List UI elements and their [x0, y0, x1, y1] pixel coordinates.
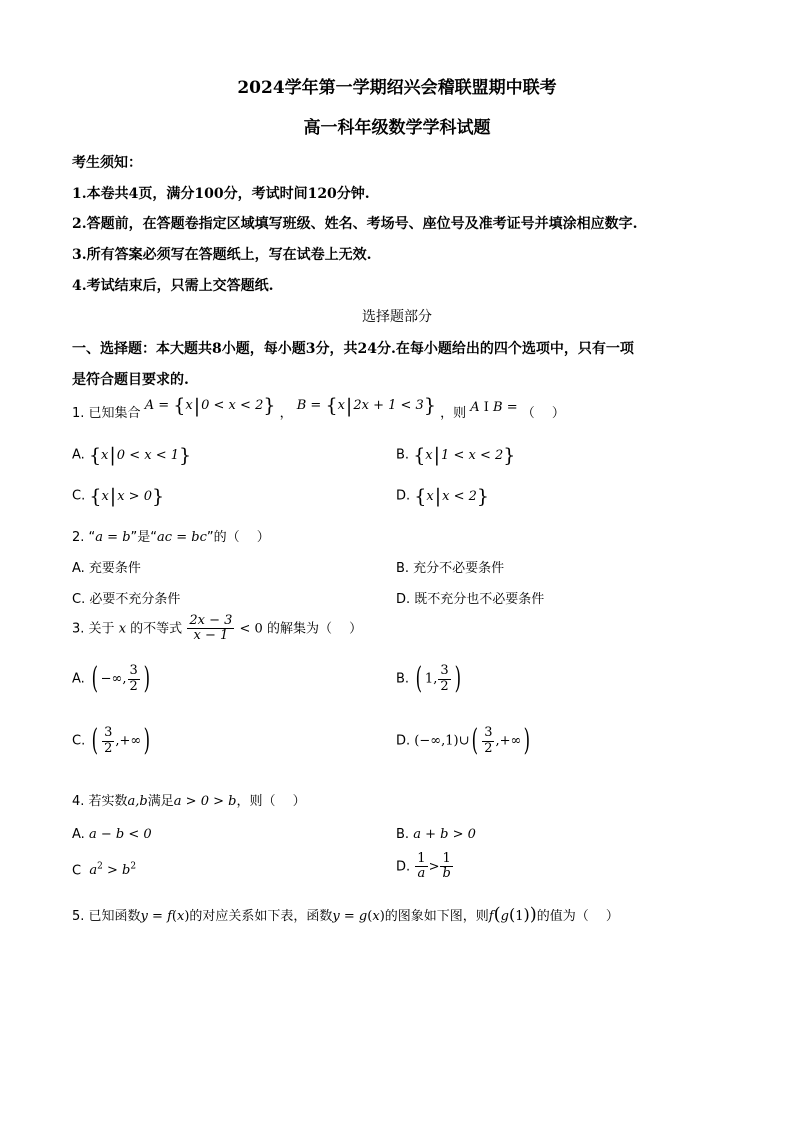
- q4-option-b: B. a + b > 0: [396, 827, 476, 842]
- q2-option-b: B. 充分不必要条件: [396, 561, 505, 576]
- option-label: B.: [396, 827, 410, 842]
- q3-option-c: C. ( $\frac{3}{2}$ ,+∞): [72, 723, 151, 758]
- question-text: ，则（ ）: [236, 794, 306, 809]
- section-intro: 一、选择题：本大题共8小题，每小题3分，共24分.在每小题给出的四个选项中，只有一项: [72, 341, 634, 357]
- q4-option-d: D. $\frac{1}{a}$ > $\frac{1}{b}$: [396, 851, 451, 882]
- q1-option-d: [396, 485, 489, 507]
- option-label: C.: [72, 488, 86, 504]
- math-set-a: A = {x|0 < x < 2}: [144, 394, 276, 417]
- notice-heading: 考生须知：: [72, 155, 142, 171]
- math-expr: a = b: [95, 530, 131, 545]
- option-label: C.: [72, 733, 86, 749]
- option-label: A.: [72, 447, 85, 463]
- option-label: D.: [396, 733, 411, 749]
- notice-item: 2.答题前，在答题卷指定区域填写班级、姓名、考场号、座位号及准考证号并填涂相应数字.: [72, 216, 638, 232]
- question-5: [72, 904, 619, 925]
- q4-option-a: A. a − b < 0: [72, 827, 152, 842]
- question-text: 1. 已知集合: [72, 406, 141, 421]
- math-var: a,b: [127, 794, 148, 809]
- q2-option-c: C. 必要不充分条件: [72, 592, 181, 607]
- option-math: {x|x > 0}: [89, 485, 165, 507]
- question-text: 的对应关系如下表，函数: [189, 909, 333, 924]
- notice-item: 1.本卷共4页，满分100分，考试时间120分钟.: [72, 186, 370, 202]
- math-expr: ac = bc: [157, 530, 207, 545]
- option-math: {x|x < 2}: [414, 485, 490, 507]
- math-expr: y = g(x): [332, 909, 385, 924]
- math-expr: y = f(x): [140, 909, 190, 924]
- option-label: B.: [396, 671, 410, 687]
- math-var: x: [118, 621, 127, 637]
- section-name: 选择题部分: [362, 309, 432, 325]
- question-text: ”是“: [130, 530, 158, 545]
- notice-item: 4.考试结束后，只需上交答题纸.: [72, 278, 274, 294]
- q2-option-d: D. 既不充分也不必要条件: [396, 592, 545, 607]
- q2-option-a: A. 充要条件: [72, 561, 141, 576]
- question-2: [72, 526, 270, 545]
- option-label: D.: [396, 859, 411, 875]
- q1-option-b: [396, 444, 515, 466]
- q3-option-a: A. ( −∞, $\frac{3}{2}$ ): [72, 661, 150, 696]
- question-text: 的不等式: [130, 621, 183, 637]
- section-intro: 是符合题目要求的.: [72, 372, 189, 388]
- exam-subtitle: 高一科年级数学学科试题: [303, 118, 491, 138]
- option-label: A.: [72, 827, 85, 842]
- question-1: [72, 394, 565, 425]
- question-text: （ ）: [521, 406, 565, 421]
- q3-option-d: D. (−∞,1)∪( $\frac{3}{2}$ ,+∞): [396, 723, 531, 758]
- option-label: D.: [396, 488, 411, 504]
- question-text: 的图象如下图，则: [384, 909, 489, 924]
- option-math: {x|1 < x < 2}: [413, 444, 516, 466]
- option-label: A.: [72, 671, 85, 687]
- option-math: {x|0 < x < 1}: [88, 444, 192, 466]
- option-label: B.: [396, 447, 410, 463]
- math-set-b: B = {x|2x + 1 < 3}: [296, 394, 436, 417]
- math-expr: a > 0 > b: [173, 794, 237, 809]
- question-text: ”的（ ）: [206, 530, 270, 545]
- q1-option-c: [72, 485, 164, 507]
- math-expr: f(g(1)): [488, 904, 537, 925]
- notice-item: 3.所有答案必须写在答题纸上，写在试卷上无效.: [72, 247, 372, 263]
- question-4: [72, 790, 306, 809]
- q4-option-c: C $a^2 > b^2$: [72, 862, 137, 879]
- question-text: 4. 若实数: [72, 794, 128, 809]
- question-text: 的解集为（ ）: [266, 621, 363, 637]
- question-text: 3. 关于: [72, 621, 115, 637]
- question-text: ，: [279, 406, 293, 421]
- q1-option-a: [72, 444, 191, 466]
- question-text: 5. 已知函数: [72, 909, 141, 924]
- math-fraction: $\frac{2x - 3}{x - 1}$: [189, 613, 233, 644]
- question-text: 2. “: [72, 530, 96, 545]
- option-label: C: [72, 863, 82, 879]
- exam-title: 2024学年第一学期绍兴会稽联盟期中联考: [237, 78, 557, 98]
- question-text: 的值为（ ）: [536, 909, 619, 924]
- q3-option-b: B. ( 1, $\frac{3}{2}$ ): [396, 661, 461, 696]
- question-text: ，则: [440, 406, 467, 421]
- math-intersection: A I B =: [470, 400, 518, 415]
- question-3: 3. 关于 x 的不等式 $\frac{2x - 3}{x - 1}$ < 0 的解集为（ ）: [72, 613, 363, 644]
- question-text: 满足: [147, 794, 174, 809]
